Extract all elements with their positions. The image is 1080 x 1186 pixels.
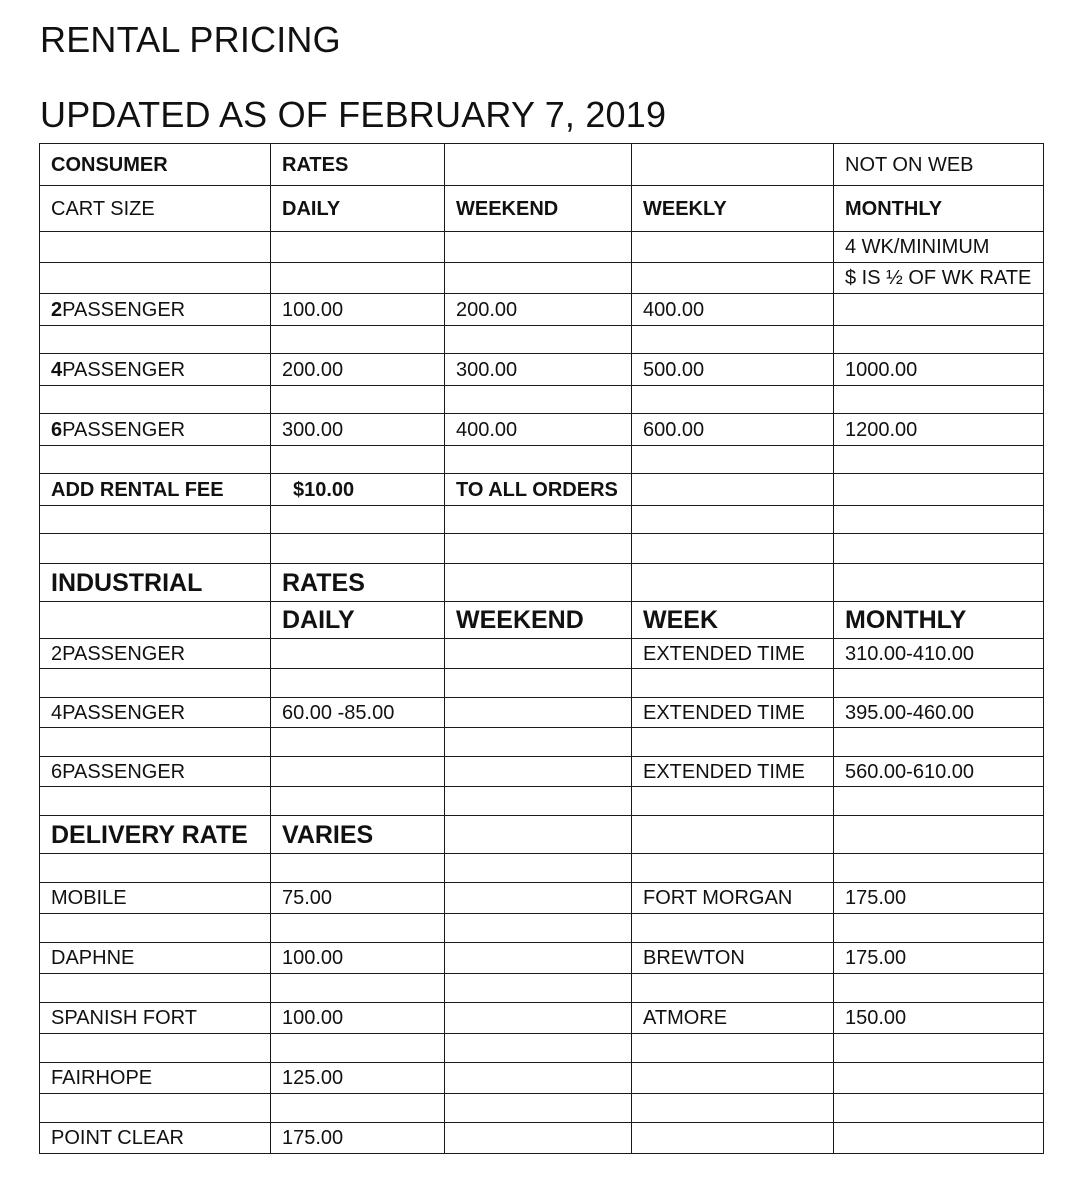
weekend-rate	[445, 757, 632, 787]
column-header-daily: DAILY	[271, 602, 445, 639]
spacer-row	[40, 728, 1044, 757]
delivery-city: FAIRHOPE	[40, 1063, 271, 1094]
monthly-rate-note: $ IS ½ OF WK RATE	[834, 263, 1044, 294]
spacer-row	[40, 854, 1044, 883]
table-row	[40, 354, 1044, 386]
rental-fee-label: ADD RENTAL FEE	[40, 474, 271, 506]
cart-size-label: PASSENGER	[62, 358, 186, 381]
cart-size-label: PASSENGER	[62, 418, 186, 441]
delivery-city: ATMORE	[632, 1003, 834, 1034]
delivery-rate: 100.00	[271, 943, 445, 974]
industrial-header-row	[40, 564, 1044, 602]
table-cell	[632, 144, 834, 186]
table-row	[40, 639, 1044, 669]
monthly-rate: 560.00-610.00	[834, 757, 1044, 787]
table-row	[40, 232, 1044, 263]
section-title-industrial: INDUSTRIAL	[40, 564, 271, 602]
delivery-varies-label: VARIES	[271, 816, 445, 854]
monthly-rate: 1200.00	[834, 414, 1044, 446]
column-header-week: WEEK	[632, 602, 834, 639]
rental-fee-note: TO ALL ORDERS	[445, 474, 632, 506]
table-row	[40, 414, 1044, 446]
weekly-rate: 600.00	[632, 414, 834, 446]
monthly-rate: 1000.00	[834, 354, 1044, 386]
table-cell	[445, 144, 632, 186]
spacer-row	[40, 914, 1044, 943]
not-on-web-label: NOT ON WEB	[834, 144, 1044, 186]
consumer-columns-row	[40, 186, 1044, 232]
weekend-rate: 400.00	[445, 414, 632, 446]
rental-fee-amount: $10.00	[271, 474, 445, 506]
delivery-rate: 75.00	[271, 883, 445, 914]
delivery-city: DAPHNE	[40, 943, 271, 974]
week-rate: EXTENDED TIME	[632, 639, 834, 669]
consumer-header-row	[40, 144, 1044, 186]
delivery-rate: 150.00	[834, 1003, 1044, 1034]
industrial-columns-row	[40, 602, 1044, 639]
cart-size-cell	[40, 354, 271, 386]
spacer-row	[40, 506, 1044, 534]
spacer-row	[40, 386, 1044, 414]
spacer-row	[40, 1094, 1044, 1123]
cart-size-cell	[40, 294, 271, 326]
spacer-row	[40, 326, 1044, 354]
monthly-minimum-note: 4 WK/MINIMUM	[834, 232, 1044, 263]
table-row	[40, 1063, 1044, 1094]
column-header-daily: DAILY	[271, 186, 445, 232]
delivery-city	[632, 1063, 834, 1094]
table-row	[40, 1123, 1044, 1154]
cart-size-number: 4	[51, 358, 63, 381]
delivery-rate: 175.00	[834, 943, 1044, 974]
cart-size-number: 6	[51, 418, 63, 441]
delivery-rate: 175.00	[834, 883, 1044, 914]
table-row	[40, 698, 1044, 728]
spacer-row	[40, 1034, 1044, 1063]
rates-heading: RATES	[271, 144, 445, 186]
spacer-row	[40, 669, 1044, 698]
spacer-row	[40, 534, 1044, 564]
page-title: RENTAL PRICING	[40, 19, 341, 60]
cart-size-label: PASSENGER	[62, 298, 186, 321]
column-header-cart-size: CART SIZE	[40, 186, 271, 232]
delivery-city: BREWTON	[632, 943, 834, 974]
column-header-monthly: MONTHLY	[834, 186, 1044, 232]
spacer-row	[40, 446, 1044, 474]
delivery-rate: 175.00	[271, 1123, 445, 1154]
daily-rate	[271, 757, 445, 787]
daily-rate: 60.00 -85.00	[271, 698, 445, 728]
weekend-rate	[445, 639, 632, 669]
table-row	[40, 263, 1044, 294]
delivery-rate	[834, 1123, 1044, 1154]
pricing-table	[39, 143, 1044, 1154]
daily-rate: 300.00	[271, 414, 445, 446]
cart-size-label: 2PASSENGER	[40, 639, 271, 669]
rates-heading: RATES	[271, 564, 445, 602]
delivery-city: POINT CLEAR	[40, 1123, 271, 1154]
delivery-rate	[834, 1063, 1044, 1094]
cart-size-cell	[40, 414, 271, 446]
page-subtitle: UPDATED AS OF FEBRUARY 7, 2019	[40, 94, 667, 135]
weekend-rate	[445, 698, 632, 728]
spacer-row	[40, 787, 1044, 816]
delivery-city: MOBILE	[40, 883, 271, 914]
daily-rate: 100.00	[271, 294, 445, 326]
column-header-weekend: WEEKEND	[445, 186, 632, 232]
daily-rate: 200.00	[271, 354, 445, 386]
table-row	[40, 883, 1044, 914]
delivery-header-row	[40, 816, 1044, 854]
rental-fee-row	[40, 474, 1044, 506]
section-title-consumer: CONSUMER	[40, 144, 271, 186]
monthly-rate: 310.00-410.00	[834, 639, 1044, 669]
column-header-weekend: WEEKEND	[445, 602, 632, 639]
spacer-row	[40, 974, 1044, 1003]
delivery-rate: 125.00	[271, 1063, 445, 1094]
weekend-rate: 300.00	[445, 354, 632, 386]
table-row	[40, 757, 1044, 787]
column-header-monthly: MONTHLY	[834, 602, 1044, 639]
daily-rate	[271, 639, 445, 669]
week-rate: EXTENDED TIME	[632, 757, 834, 787]
delivery-rate: 100.00	[271, 1003, 445, 1034]
section-title-delivery: DELIVERY RATE	[40, 816, 271, 854]
cart-size-label: 6PASSENGER	[40, 757, 271, 787]
weekly-rate: 400.00	[632, 294, 834, 326]
monthly-rate: 395.00-460.00	[834, 698, 1044, 728]
delivery-city	[632, 1123, 834, 1154]
column-header-weekly: WEEKLY	[632, 186, 834, 232]
delivery-city: SPANISH FORT	[40, 1003, 271, 1034]
table-row	[40, 943, 1044, 974]
weekly-rate: 500.00	[632, 354, 834, 386]
table-row	[40, 294, 1044, 326]
delivery-city: FORT MORGAN	[632, 883, 834, 914]
table-cell	[40, 602, 271, 639]
weekend-rate: 200.00	[445, 294, 632, 326]
cart-size-number: 2	[51, 298, 63, 321]
monthly-rate	[834, 294, 1044, 326]
cart-size-label: 4PASSENGER	[40, 698, 271, 728]
table-row	[40, 1003, 1044, 1034]
week-rate: EXTENDED TIME	[632, 698, 834, 728]
